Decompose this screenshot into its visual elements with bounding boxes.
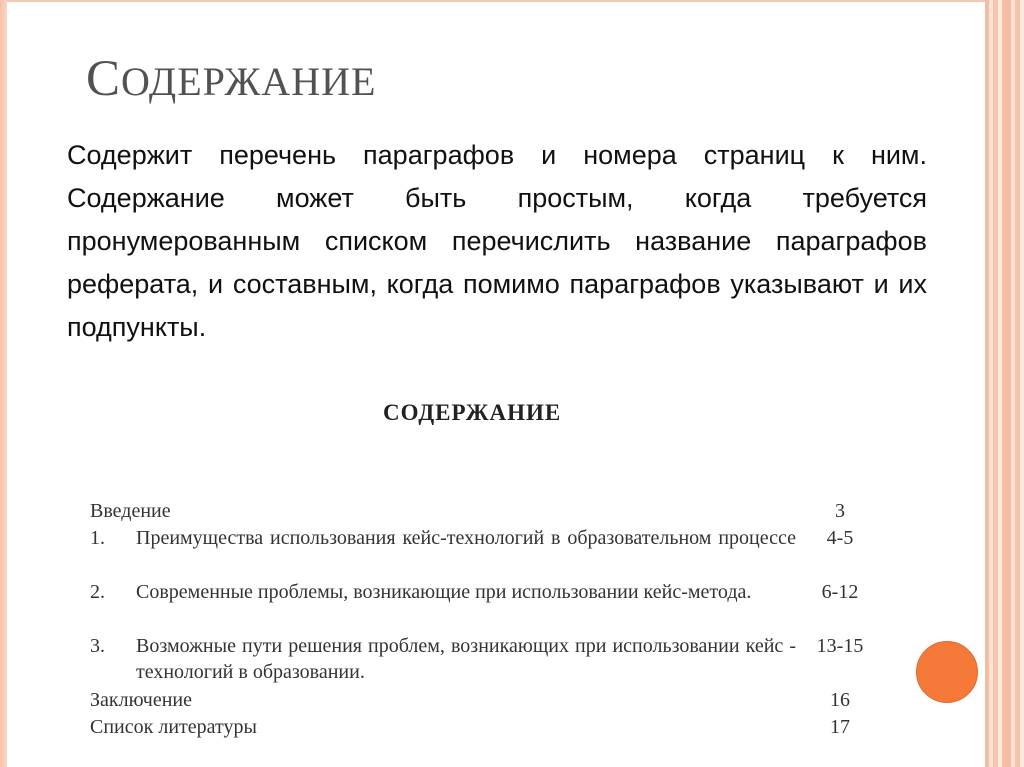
toc-page-number: 4-5 xyxy=(826,527,854,549)
toc-row-conclusion xyxy=(90,687,870,714)
toc-item-number: 3. xyxy=(90,635,105,657)
toc-label: Введение xyxy=(90,500,171,522)
title-first-letter: С xyxy=(86,51,122,107)
right-border-stripes xyxy=(985,0,1024,767)
toc-page-number: 3 xyxy=(835,500,845,522)
toc-page-number: 13-15 xyxy=(816,635,864,657)
left-border-stripe xyxy=(0,0,7,767)
toc-row-item-1 xyxy=(90,525,870,579)
toc-heading: СОДЕРЖАНИЕ xyxy=(383,400,562,425)
toc-label: Заключение xyxy=(90,689,192,711)
table-of-contents xyxy=(90,498,870,741)
toc-item-text: Современные проблемы, возникающие при использовании кейс-метода. xyxy=(136,581,752,603)
toc-row-item-2 xyxy=(90,579,870,633)
slide-title xyxy=(86,50,376,108)
toc-item-text: Возможные пути решения проблем, возникающих при использовании кейс - технологий в образовании. xyxy=(136,635,796,683)
orange-circle-decoration xyxy=(916,641,978,703)
toc-item-text: Преимущества использования кейс-технологий в образовательном процессе xyxy=(136,527,796,549)
toc-page-number: 16 xyxy=(830,689,850,711)
toc-row-references xyxy=(90,714,870,741)
toc-page-number: 17 xyxy=(830,716,850,738)
intro-paragraph: Содержит перечень параграфов и номера страниц к ним. Содержание может быть простым, когда требуется пронумерованным списком перечислить название параграфов реферата, и составным, когда помимо параграфов указывают и их подпункты. xyxy=(67,140,927,342)
toc-page-number: 6-12 xyxy=(821,581,859,603)
toc-row-item-3 xyxy=(90,633,870,687)
title-rest: ОДЕРЖАНИЕ xyxy=(121,59,377,104)
toc-item-number: 1. xyxy=(90,527,105,549)
toc-row-introduction xyxy=(90,498,870,525)
top-border-line xyxy=(7,0,985,2)
toc-label: Список литературы xyxy=(90,716,257,738)
toc-item-number: 2. xyxy=(90,581,105,603)
